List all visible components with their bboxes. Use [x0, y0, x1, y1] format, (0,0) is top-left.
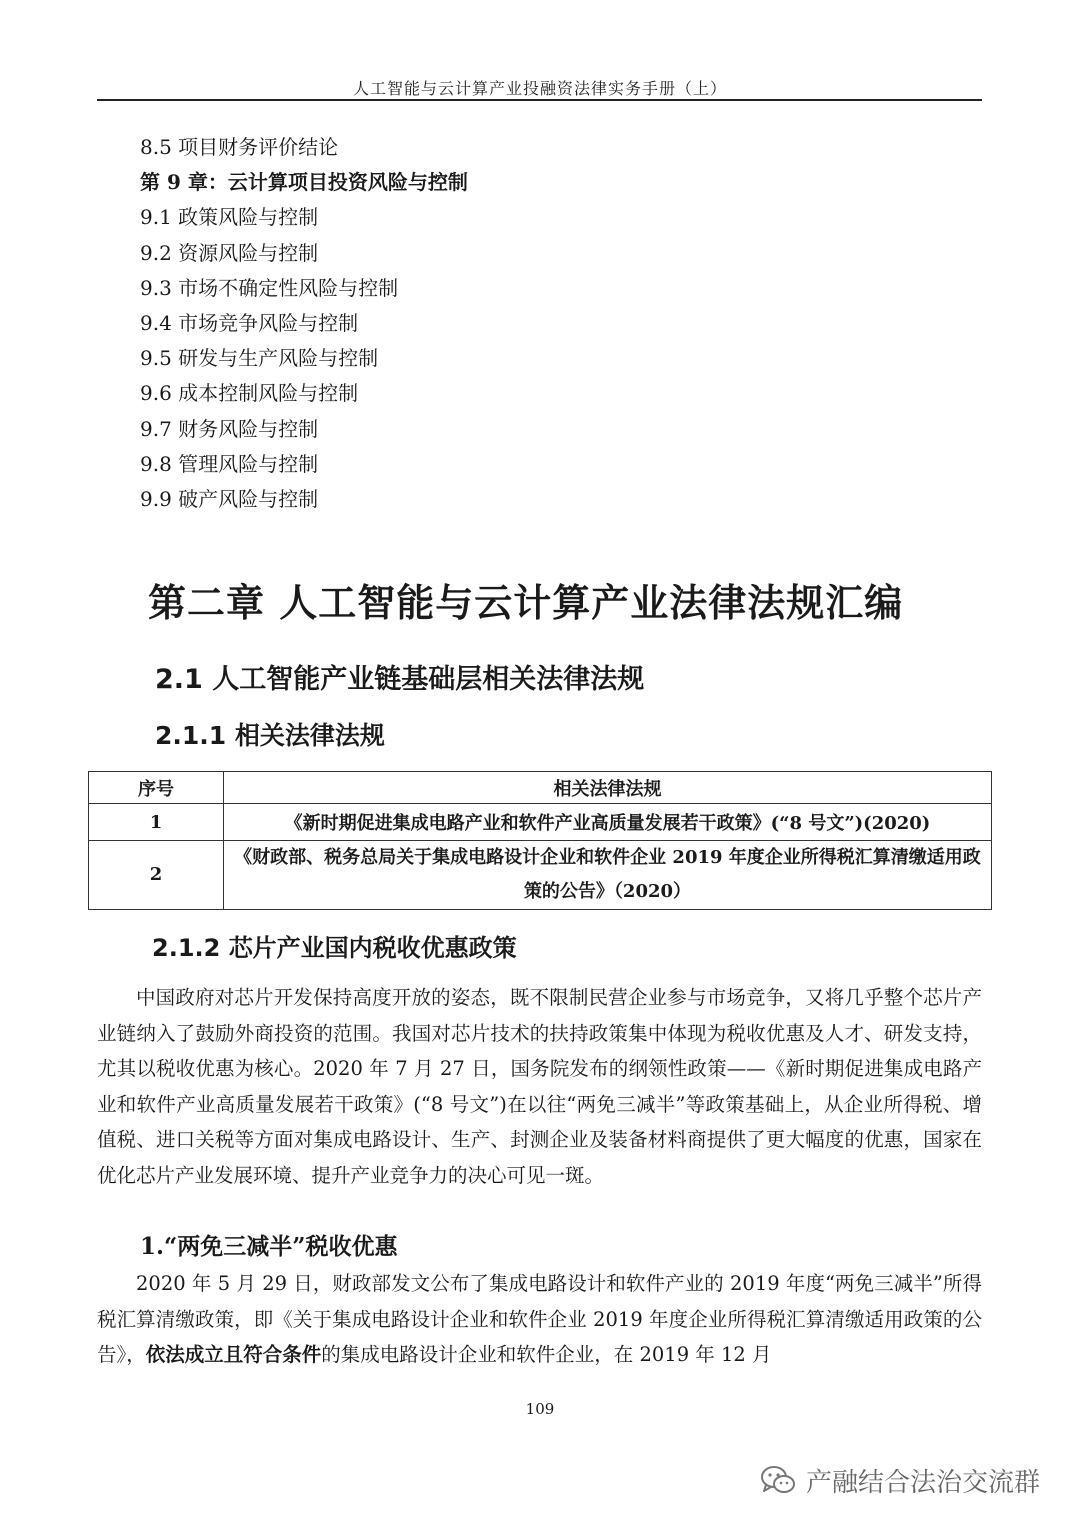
watermark [760, 1460, 1040, 1500]
toc-item: 9.6 成本控制风险与控制 [140, 381, 359, 406]
toc-item: 8.5 项目财务评价结论 [140, 135, 339, 159]
header-divider [97, 99, 982, 101]
toc-item: 9.3 市场不确定性风险与控制 [140, 275, 399, 300]
laws-table [88, 771, 992, 910]
paragraph-text: 2020 年 5 月 29 日，财政部发文公布了集成电路设计和软件产业的 2019 年度“两免三减半”所得税汇算清缴政策，即《关于集成电路设计企业和软件企业 2019 年度企业所得税汇算清缴适用政策的公告》， [97, 1272, 982, 1366]
toc-item: 9.5 研发与生产风险与控制 [140, 346, 379, 371]
body-paragraph: 中国政府对芯片开发保持高度开放的姿态，既不限制民营企业参与市场竞争，又将几乎整个芯片产业链纳入了鼓励外商投资的范围。我国对芯片技术的扶持政策集中体现为税收优惠及人才、研发支持，尤其以税收优惠为核心。2020 年 7 月 27 日，国务院发布的纲领性政策——《新时期促进集成电路产业和软件产业高质量发展若干政策》(“8 号文”)在以往“两免三减半”等政策基础上，从企业所得税、增值税、进口关税等方面对集成电路设计、生产、封测企业及装备材料商提供了更大幅度的优惠，国家在优化芯片产业发展环境、提升产业竞争力的决心可见一斑。 [97, 986, 982, 1187]
toc-item: 9.7 财务风险与控制 [140, 416, 319, 441]
watermark-text: 产融结合法治交流群 [806, 1467, 1041, 1498]
chapter-title: 第二章 人工智能与云计算产业法律法规汇编 [148, 581, 904, 625]
subsection-title: 2.1.1 相关法律法规 [155, 721, 385, 750]
row-law: 《新时期促进集成电路产业和软件产业高质量发展若干政策》(“8 号文”)(2020) [224, 804, 992, 841]
toc-list [140, 130, 840, 517]
paragraph-text: 的集成电路设计企业和软件企业，在 2019 年 12 月 [321, 1343, 772, 1366]
toc-item: 9.1 政策风险与控制 [140, 205, 319, 230]
emphasized-text: 依法成立且符合条件 [145, 1343, 322, 1366]
toc-item: 9.4 市场竞争风险与控制 [140, 310, 359, 335]
toc-item: 9.2 资源风险与控制 [140, 240, 319, 265]
toc-item: 9.9 破产风险与控制 [140, 486, 319, 511]
row-number: 2 [89, 841, 224, 910]
toc-chapter-heading: 第 9 章：云计算项目投资风险与控制 [140, 170, 468, 195]
column-header-number: 序号 [89, 772, 224, 804]
table-row [89, 804, 992, 841]
column-header-law: 相关法律法规 [224, 772, 992, 804]
table-row [89, 841, 992, 910]
page-number: 109 [525, 1400, 555, 1418]
row-number: 1 [89, 804, 224, 841]
table-header-row [89, 772, 992, 804]
subsection-title: 2.1.2 芯片产业国内税收优惠政策 [152, 934, 517, 962]
wechat-icon [760, 1464, 796, 1496]
section-title: 2.1 人工智能产业链基础层相关法律法规 [155, 664, 645, 695]
running-header: 人工智能与云计算产业投融资法律实务手册（上） [352, 79, 727, 98]
toc-item: 9.8 管理风险与控制 [140, 451, 319, 476]
item-heading: 1.“两免三减半”税收优惠 [140, 1233, 398, 1260]
row-law: 《财政部、税务总局关于集成电路设计企业和软件企业 2019 年度企业所得税汇算清缴适用政策的公告》（2020） [224, 841, 992, 910]
body-paragraph [97, 1266, 982, 1373]
